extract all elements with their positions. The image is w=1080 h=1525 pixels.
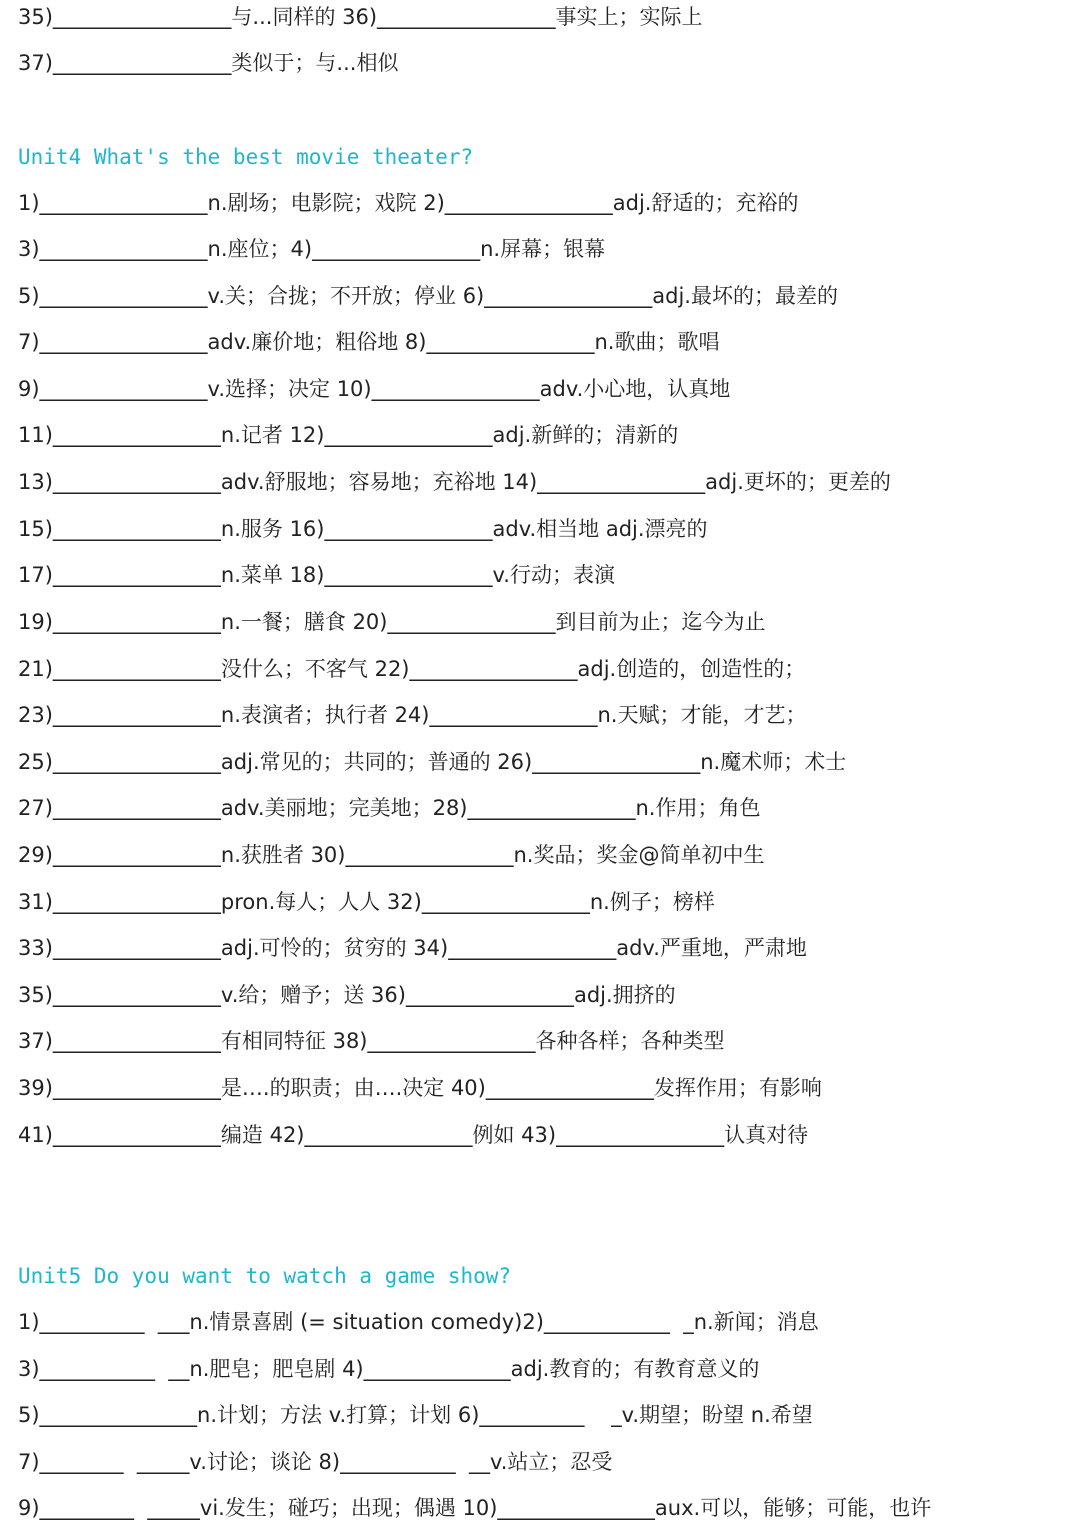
unit4-line-21 <box>18 1118 1070 1152</box>
line-text: 17)________________n.菜单 18)________________v.行动；表演 <box>18 563 615 587</box>
line-text: 3)________________n.座位；4)________________n.屏幕；银幕 <box>18 237 606 261</box>
line-text: 7)________ _____v.讨论；谈论 8)___________ __v.站立；忍受 <box>18 1450 613 1474</box>
unit4-line-2 <box>18 232 1070 266</box>
line-text: 35)_________________与...同样的 36)_________________事实上；实际上 <box>18 5 703 29</box>
line-text: 1)__________ ___n.情景喜剧 (= situation comedy)2)____________ _n.新闻；消息 <box>18 1310 819 1334</box>
unit5-line-2 <box>18 1352 1070 1386</box>
unit4-line-9 <box>18 558 1070 592</box>
line-text: 31)________________pron.每人；人人 32)________________n.例子；榜样 <box>18 890 715 914</box>
unit4-line-5 <box>18 372 1070 406</box>
line-text: 1)________________n.剧场；电影院；戏院 2)________________adj.舒适的；充裕的 <box>18 191 799 215</box>
unit4-heading: Unit4 What's the best movie theater? <box>18 145 474 169</box>
unit4-line-16 <box>18 885 1070 919</box>
unit4-line-7 <box>18 465 1070 499</box>
line-text: 27)________________adv.美丽地；完美地；28)________________n.作用；角色 <box>18 796 761 820</box>
unit4-line-15 <box>18 838 1070 872</box>
unit5-line-4 <box>18 1445 1070 1479</box>
unit4-line-13 <box>18 745 1070 779</box>
unit5-line-5 <box>18 1491 1070 1525</box>
unit4-line-10 <box>18 605 1070 639</box>
unit4-line-18 <box>18 978 1070 1012</box>
line-text: 41)________________编造 42)________________例如 43)________________认真对待 <box>18 1123 809 1147</box>
top-line-2 <box>18 46 1070 80</box>
unit4-line-8 <box>18 512 1070 546</box>
top-line-1 <box>18 0 1070 34</box>
line-text: 9)________________v.选择；决定 10)________________adv.小心地，认真地 <box>18 377 731 401</box>
line-text: 9)_________ _____vi.发生；碰巧；出现；偶遇 10)_______________aux.可以，能够；可能，也许 <box>18 1496 932 1520</box>
line-text: 35)________________v.给；赠予；送 36)________________adj.拥挤的 <box>18 983 676 1007</box>
line-text: 23)________________n.表演者；执行者 24)________________n.天赋；才能，才艺； <box>18 703 807 727</box>
line-text: 15)________________n.服务 16)________________adv.相当地 adj.漂亮的 <box>18 517 708 541</box>
line-text: 19)________________n.一餐；膳食 20)________________到目前为止；迄今为止 <box>18 610 766 634</box>
unit4-line-3 <box>18 279 1070 313</box>
unit5-heading: Unit5 Do you want to watch a game show? <box>18 1264 512 1288</box>
unit5-line-1 <box>18 1305 1070 1339</box>
line-text: 37)________________有相同特征 38)________________各种各样；各种类型 <box>18 1029 725 1053</box>
unit4-line-19 <box>18 1024 1070 1058</box>
line-text: 7)________________adv.廉价地；粗俗地 8)________________n.歌曲；歌唱 <box>18 330 720 354</box>
line-text: 13)________________adv.舒服地；容易地；充裕地 14)________________adj.更坏的；更差的 <box>18 470 891 494</box>
line-text: 11)________________n.记者 12)________________adj.新鲜的；清新的 <box>18 423 679 447</box>
line-text: 5)________________v.关；合拢；不开放；停业 6)________________adj.最坏的；最差的 <box>18 284 838 308</box>
unit4-line-6 <box>18 418 1070 452</box>
line-text: 5)_______________n.计划；方法 v.打算；计划 6)__________ _v.期望；盼望 n.希望 <box>18 1403 813 1427</box>
line-text: 25)________________adj.常见的；共同的；普通的 26)________________n.魔术师；术士 <box>18 750 847 774</box>
line-text: 29)________________n.获胜者 30)________________n.奖品；奖金@简单初中生 <box>18 843 765 867</box>
line-text: 21)________________没什么；不客气 22)________________adj.创造的，创造性的； <box>18 657 806 681</box>
unit4-line-14 <box>18 791 1070 825</box>
unit4-line-20 <box>18 1071 1070 1105</box>
line-text: 33)________________adj.可怜的；贫穷的 34)________________adv.严重地，严肃地 <box>18 936 807 960</box>
line-text: 39)________________是….的职责；由….决定 40)________________发挥作用；有影响 <box>18 1076 822 1100</box>
unit4-line-17 <box>18 931 1070 965</box>
unit4-line-4 <box>18 325 1070 359</box>
line-text: 3)___________ __n.肥皂；肥皂剧 4)______________adj.教育的；有教育意义的 <box>18 1357 760 1381</box>
line-text: 37)_________________类似于；与...相似 <box>18 51 399 75</box>
unit4-line-12 <box>18 698 1070 732</box>
unit4-line-11 <box>18 652 1070 686</box>
unit4-line-1 <box>18 186 1070 220</box>
unit5-line-3 <box>18 1398 1070 1432</box>
